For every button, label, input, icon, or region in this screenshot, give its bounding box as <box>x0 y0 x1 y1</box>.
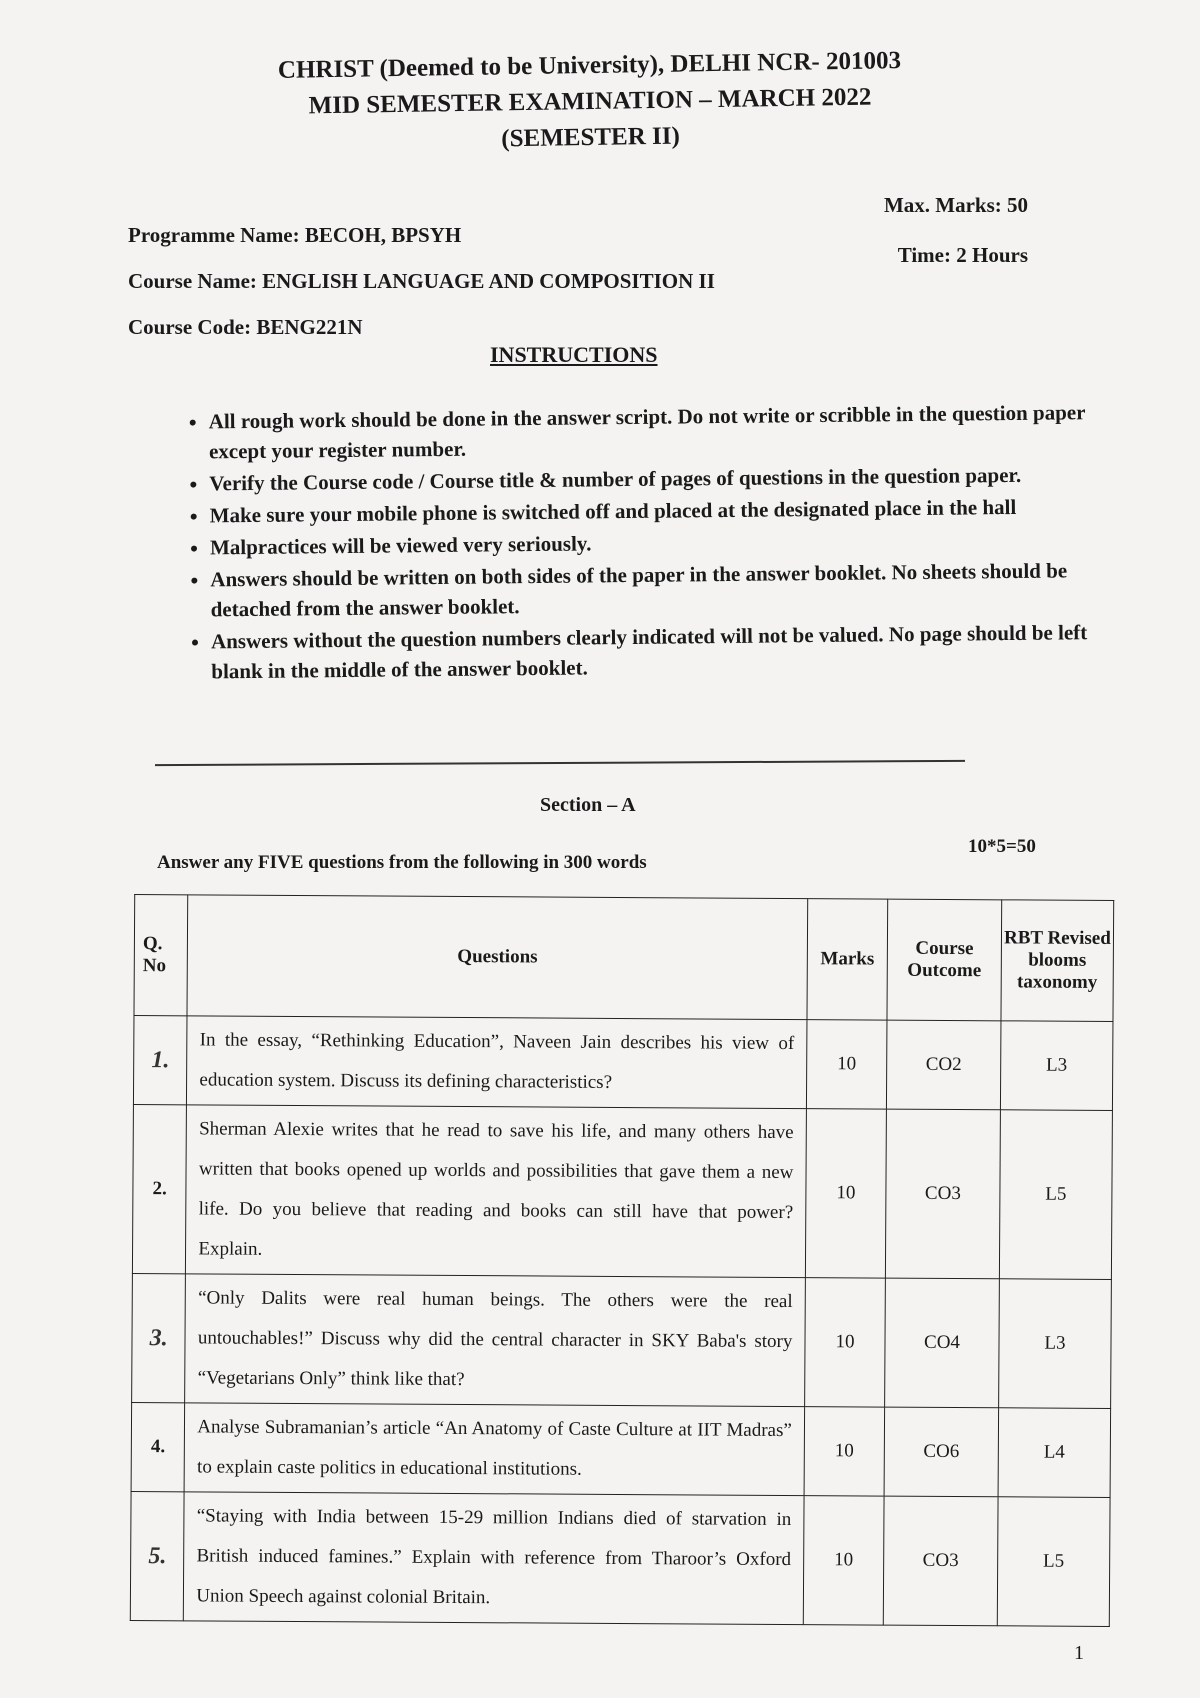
instructions-title: INSTRUCTIONS <box>490 342 658 367</box>
table-row <box>132 1105 1112 1280</box>
exam-meta <box>868 180 1028 280</box>
question-marks: 10 <box>806 1020 887 1109</box>
question-rbt: L4 <box>998 1408 1111 1498</box>
table-row <box>133 1016 1113 1111</box>
question-marks: 10 <box>803 1496 884 1625</box>
question-marks: 10 <box>804 1278 885 1407</box>
question-rbt: L5 <box>997 1497 1110 1627</box>
question-number: 3. <box>132 1274 186 1403</box>
exam-title: MID SEMESTER EXAMINATION – MARCH 2022 <box>308 83 872 120</box>
programme-name: Programme Name: BECOH, BPSYH <box>128 223 462 247</box>
question-co: CO4 <box>885 1278 1000 1408</box>
questions-table <box>130 894 1114 1627</box>
question-text: “Only Dalits were real human beings. The others were the real untouchables!” Discuss why did the central character in SKY Baba's story “Vegetarians Only” think like that? <box>185 1274 805 1407</box>
question-text: “Staying with India between 15-29 million Indians died of starvation in British induced famines.” Explain with reference from Tharoor’s Oxford Union Speech against colonial Britain. <box>184 1492 804 1625</box>
instruction-item: • Malpractices will be viewed very seriously. <box>210 523 1090 562</box>
semester: (SEMESTER II) <box>501 122 681 153</box>
question-rbt: L5 <box>999 1110 1112 1280</box>
exam-header <box>149 41 1031 163</box>
course-meta <box>128 212 715 350</box>
instruction-item: • Verify the Course code / Course title & number of pages of questions in the question paper. <box>209 459 1089 498</box>
instruction-item: • Answers should be written on both sides of the paper in the answer booklet. No sheets should be detached from the answer booklet. <box>210 555 1091 624</box>
header-qno: Q. No <box>134 895 188 1016</box>
header-rbt: RBT Revised blooms taxonomy <box>1001 900 1114 1022</box>
question-text: Sherman Alexie writes that he read to save his life, and many others have written that books opened up worlds and possibilities that gave them a new life. Do you believe that reading and books can still have that power? Explain. <box>186 1105 807 1278</box>
question-number: 5. <box>130 1492 184 1621</box>
university-name: CHRIST (Deemed to be University), DELHI NCR- 201003 <box>277 47 902 84</box>
divider-line <box>155 760 965 766</box>
question-marks: 10 <box>804 1407 885 1496</box>
marks-note: 10*5=50 <box>968 836 1036 857</box>
question-co: CO6 <box>884 1407 998 1497</box>
answer-note: Answer any FIVE questions from the following in 300 words <box>157 852 647 873</box>
question-marks: 10 <box>805 1109 886 1278</box>
table-row <box>130 1492 1110 1627</box>
table-row <box>132 1274 1112 1409</box>
question-number: 2. <box>132 1105 186 1274</box>
page-number: 1 <box>1074 1642 1084 1664</box>
header-marks: Marks <box>807 899 888 1020</box>
question-co: CO3 <box>883 1496 998 1626</box>
instructions-list <box>169 397 1092 689</box>
instruction-item: • All rough work should be done in the answer script. Do not write or scribble in the question paper except your register number. <box>209 397 1090 466</box>
question-text: In the essay, “Rethinking Education”, Naveen Jain describes his view of education system. Discuss its defining characteristics? <box>187 1016 807 1109</box>
question-rbt: L3 <box>1000 1021 1113 1111</box>
question-number: 1. <box>133 1016 187 1105</box>
question-text: Analyse Subramanian’s article “An Anatomy of Caste Culture at IIT Madras” to explain caste politics in educational institutions. <box>184 1403 804 1496</box>
question-number: 4. <box>131 1403 185 1492</box>
instruction-item: • Answers without the question numbers clearly indicated will not be valued. No page should be left blank in the middle of the answer booklet. <box>211 617 1092 686</box>
question-co: CO3 <box>886 1109 1001 1279</box>
max-marks: Max. Marks: 50 <box>883 193 1028 217</box>
header-course-outcome: Course Outcome <box>887 899 1002 1021</box>
header-questions: Questions <box>187 895 807 1020</box>
exam-time: Time: 2 Hours <box>897 243 1028 267</box>
question-rbt: L3 <box>999 1279 1112 1409</box>
table-header-row <box>134 895 1114 1022</box>
instruction-item: • Make sure your mobile phone is switched off and placed at the designated place in the hall <box>210 491 1090 530</box>
question-co: CO2 <box>887 1020 1001 1110</box>
table-row <box>131 1403 1111 1498</box>
course-code: Course Code: BENG221N <box>128 315 363 339</box>
section-title: Section – A <box>540 794 636 816</box>
course-name: Course Name: ENGLISH LANGUAGE AND COMPOSITION II <box>128 269 715 293</box>
